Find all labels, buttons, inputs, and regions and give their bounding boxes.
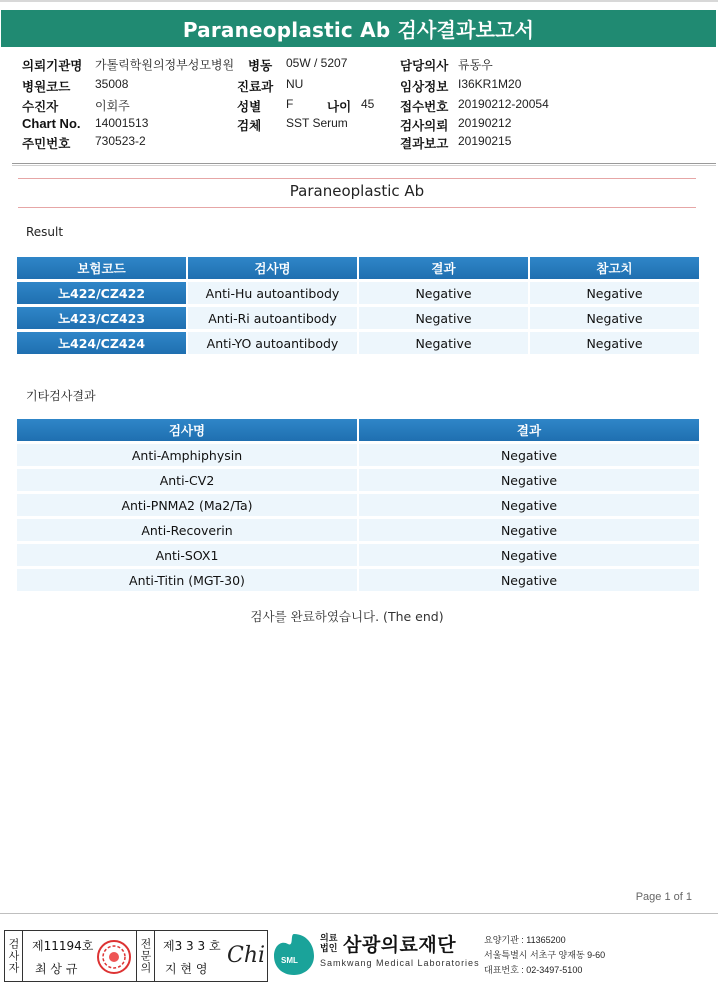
- dept-label: 진료과: [237, 79, 274, 94]
- result-header-row: [17, 257, 699, 279]
- table-row: [17, 544, 699, 566]
- end-of-report-text: 검사를 완료하였습니다. (The end): [250, 609, 444, 624]
- chart-value: 14001513: [95, 116, 149, 130]
- reference-value: Negative: [530, 307, 699, 329]
- test-result: Negative: [359, 444, 699, 466]
- title-rule-bottom: [18, 207, 696, 208]
- report-title: Paraneoplastic Ab: [289, 182, 425, 200]
- table-row: [17, 282, 699, 304]
- col-test-name: 검사명: [188, 257, 357, 279]
- hospital-code-value: 35008: [95, 77, 129, 91]
- col-insurance-code: 보험코드: [17, 257, 186, 279]
- specialist-license-no: 제3 3 3 호: [163, 939, 221, 953]
- other-results-table: [15, 416, 701, 594]
- ward-label: 병동: [248, 58, 273, 73]
- foundation-prefix: 의료 법인: [320, 934, 338, 954]
- dept-value: NU: [286, 77, 304, 91]
- clinical-value: I36KR1M20: [458, 77, 522, 91]
- sml-logo-icon: [272, 932, 316, 976]
- test-result: Negative: [359, 307, 528, 329]
- ward-value: 05W / 5207: [286, 56, 348, 70]
- col-test-name: 검사명: [17, 419, 357, 441]
- test-name: Anti-Hu autoantibody: [188, 282, 357, 304]
- chart-label: Chart No.: [22, 116, 81, 131]
- table-row: [17, 569, 699, 591]
- specialist-signature: Chi: [227, 943, 266, 968]
- report-header-title: Paraneoplastic Ab 검사결과보고서: [182, 18, 535, 42]
- lab-logo: [272, 930, 712, 982]
- request-label: 검사의뢰: [400, 118, 449, 133]
- report-header: [1, 10, 716, 47]
- test-name: Anti-Titin (MGT-30): [17, 569, 357, 591]
- age-value: 45: [361, 97, 375, 111]
- col-result: 결과: [359, 257, 528, 279]
- report-date-label: 결과보고: [400, 136, 449, 151]
- table-row: [17, 494, 699, 516]
- specimen-label: 검체: [237, 118, 262, 133]
- test-name: Anti-PNMA2 (Ma2/Ta): [17, 494, 357, 516]
- specimen-value: SST Serum: [286, 116, 348, 130]
- table-row: [17, 469, 699, 491]
- resident-label: 주민번호: [22, 136, 71, 151]
- footer-rule: [0, 913, 718, 914]
- insurance-code: 노422/CZ422: [17, 282, 186, 304]
- doctor-value: 류동우: [458, 58, 493, 72]
- col-result: 결과: [359, 419, 699, 441]
- clinical-label: 임상정보: [400, 79, 449, 94]
- test-result: Negative: [359, 469, 699, 491]
- age-label: 나이: [327, 99, 352, 114]
- lab-phone: 대표번호 : 02-3497-5100: [484, 965, 583, 975]
- test-result: Negative: [359, 544, 699, 566]
- sex-value: F: [286, 97, 294, 111]
- result-table: [15, 254, 701, 357]
- inspector-label: [5, 931, 23, 981]
- specialist-label: [137, 931, 155, 981]
- test-result: Negative: [359, 282, 528, 304]
- specialist-label-text: 전문의: [139, 938, 152, 974]
- test-name: Anti-SOX1: [17, 544, 357, 566]
- institution-label: 의뢰기관명: [22, 58, 83, 73]
- page-number: Page 1 of 1: [635, 891, 692, 903]
- agency-number: 요양기관 : 11365200: [484, 935, 566, 945]
- hospital-code-label: 병원코드: [22, 79, 71, 94]
- table-row: [17, 307, 699, 329]
- report-date-value: 20190215: [458, 134, 512, 148]
- test-name: Anti-Amphiphysin: [17, 444, 357, 466]
- table-row: [17, 332, 699, 354]
- specialist-name: 지 현 영: [165, 962, 208, 976]
- sex-label: 성별: [237, 99, 262, 114]
- inspector-license-no: 제11194호: [32, 939, 94, 953]
- test-name: Anti-Ri autoantibody: [188, 307, 357, 329]
- test-result: Negative: [359, 494, 699, 516]
- result-section-label: Result: [26, 225, 64, 239]
- logo-badge-text: SML: [281, 956, 298, 965]
- foundation-name: 삼광의료재단: [343, 934, 457, 956]
- top-rule: [0, 0, 718, 2]
- patient-label: 수진자: [22, 99, 59, 114]
- test-name: Anti-YO autoantibody: [188, 332, 357, 354]
- receipt-value: 20190212-20054: [458, 97, 549, 111]
- inspector-seal-icon: [96, 939, 132, 975]
- lab-address: 서울특별시 서초구 양재동 9-60: [484, 950, 606, 960]
- other-section-label: 기타검사결과: [26, 389, 96, 403]
- insurance-code: 노423/CZ423: [17, 307, 186, 329]
- reference-value: Negative: [530, 282, 699, 304]
- other-header-row: [17, 419, 699, 441]
- info-divider: [12, 163, 716, 166]
- table-row: [17, 444, 699, 466]
- col-reference: 참고치: [530, 257, 699, 279]
- patient-info: [0, 52, 718, 162]
- table-row: [17, 519, 699, 541]
- test-name: Anti-CV2: [17, 469, 357, 491]
- institution-value: 가톨릭학원의정부성모병원: [95, 58, 235, 72]
- insurance-code: 노424/CZ424: [17, 332, 186, 354]
- inspector-name: 최 상 규: [35, 962, 78, 976]
- receipt-label: 접수번호: [400, 99, 449, 114]
- inspector-label-text: 검사자: [7, 938, 20, 974]
- test-result: Negative: [359, 519, 699, 541]
- request-value: 20190212: [458, 116, 512, 130]
- patient-value: 이회주: [95, 99, 130, 113]
- doctor-label: 담당의사: [400, 58, 449, 73]
- title-rule-top: [18, 178, 696, 179]
- resident-value: 730523-2: [95, 134, 146, 148]
- test-result: Negative: [359, 569, 699, 591]
- signature-box: [4, 930, 268, 982]
- test-result: Negative: [359, 332, 528, 354]
- test-name: Anti-Recoverin: [17, 519, 357, 541]
- foundation-english-name: Samkwang Medical Laboratories: [320, 958, 480, 968]
- reference-value: Negative: [530, 332, 699, 354]
